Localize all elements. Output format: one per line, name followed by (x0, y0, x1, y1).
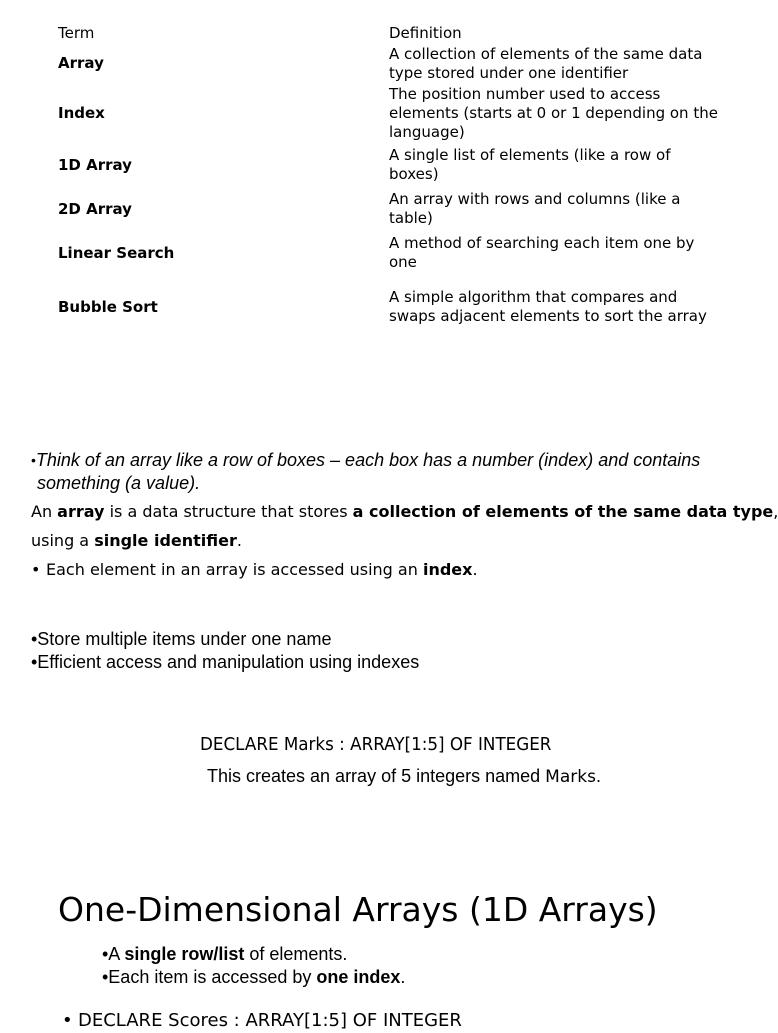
text-span: An (31, 502, 58, 521)
glossary-definition: A simple algorithm that compares and swaps adjacent elements to sort the array (389, 288, 707, 325)
text-span: •Each item is accessed by (102, 967, 317, 987)
bold-span: a collection of elements of the same data type (352, 502, 774, 521)
declare-description (207, 765, 601, 789)
header-definition: Definition (389, 23, 462, 42)
glossary-term: Linear Search (58, 243, 175, 262)
bold-span: single identifier (94, 531, 237, 550)
glossary-term: 1D Array (58, 155, 132, 174)
glossary-definition: The position number used to access elements (starts at 0 or 1 depending on the language) (389, 84, 718, 141)
one-d-bullet-3 (62, 1009, 462, 1033)
definition-line-2 (31, 530, 242, 552)
one-d-bullet-2 (102, 966, 405, 989)
analogy-line-2: something (a value). (37, 473, 201, 493)
code-span: Marks (545, 767, 596, 787)
glossary-row (58, 187, 718, 231)
glossary-term: Array (58, 54, 104, 72)
glossary-row (58, 231, 718, 275)
bullet-marker: • (31, 452, 36, 468)
bold-span: one index (316, 967, 401, 987)
glossary-table (58, 22, 718, 339)
index-bullet (31, 559, 478, 581)
text-span: Each element in an array is accessed using an (46, 560, 423, 579)
analogy-line-1: Think of an array like a row of boxes – each box has a number (index) and contains (35, 450, 701, 470)
glossary-row (58, 44, 718, 83)
glossary-term: Index (58, 103, 105, 122)
benefit-item: •Store multiple items under one name (31, 629, 332, 649)
glossary-term: 2D Array (58, 199, 132, 218)
text-span: . (236, 531, 242, 550)
glossary-definition: A collection of elements of the same data type stored under one identifier (389, 44, 703, 82)
bullet-marker: • (62, 1010, 73, 1031)
header-term: Term (58, 23, 95, 42)
glossary-header-row (58, 22, 718, 44)
text-span: is a data structure that stores (104, 502, 353, 521)
one-d-bullet-1 (102, 943, 347, 966)
glossary-definition: An array with rows and columns (like a table) (389, 190, 681, 227)
glossary-definition: A single list of elements (like a row of boxes) (389, 146, 671, 183)
section-heading: One-Dimensional Arrays (1D Arrays) (58, 890, 658, 929)
text-span: using a (31, 531, 95, 550)
text-span: •A (102, 944, 125, 964)
benefit-item: •Efficient access and manipulation using indexes (31, 652, 420, 672)
bold-span: array (57, 502, 105, 521)
text-span: . (595, 766, 601, 786)
text-span: . (472, 560, 478, 579)
glossary-row (58, 275, 718, 339)
glossary-row (58, 83, 718, 143)
glossary-row (58, 143, 718, 187)
glossary-definition: A method of searching each item one by one (389, 234, 695, 271)
text-span: of elements. (244, 944, 348, 964)
code-span: DECLARE Scores : ARRAY[1:5] OF INTEGER (78, 1010, 462, 1031)
bold-span: single row/list (124, 944, 245, 964)
text-span: , (773, 502, 778, 521)
bullet-marker: • (31, 560, 41, 579)
glossary-term: Bubble Sort (58, 297, 158, 316)
text-span: . (400, 967, 406, 987)
analogy-bullet (31, 449, 700, 472)
declare-code: DECLARE Marks : ARRAY[1:5] OF INTEGER (200, 734, 552, 755)
bold-span: index (422, 560, 473, 579)
definition-line-1 (31, 501, 778, 523)
text-span: This creates an array of 5 integers named (207, 766, 546, 786)
